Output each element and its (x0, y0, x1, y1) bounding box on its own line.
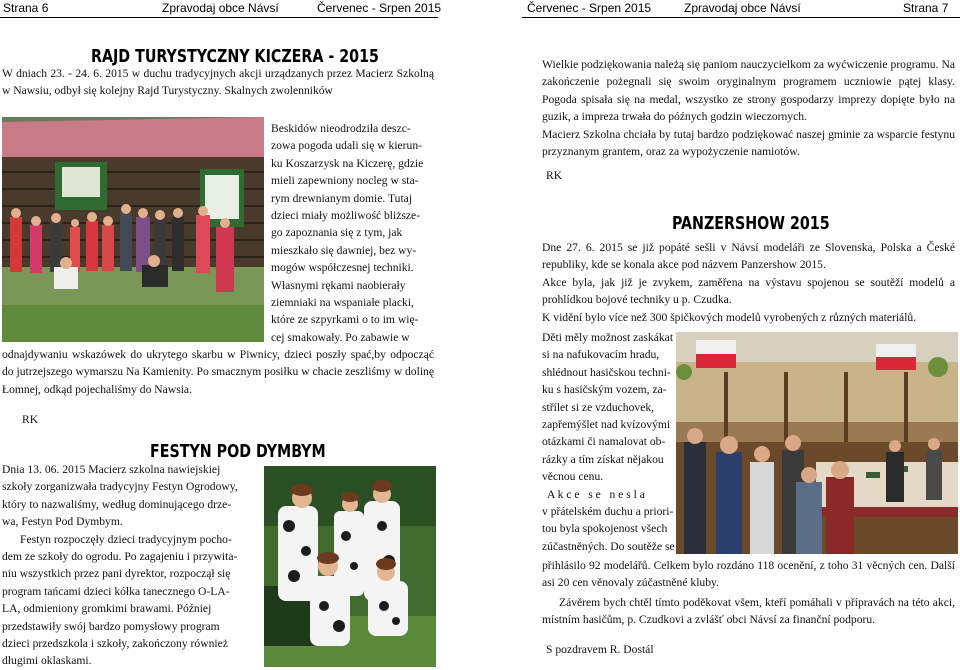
rajd-wrap-line: dzieci miały możliwość bliższe- (271, 209, 421, 222)
panzer-wrap-line: zúčastněných. Do soutěže se (542, 539, 675, 553)
right-header-rule (522, 17, 960, 18)
rajd-wrap-line: Beskidów nieodrodziła deszc- (271, 122, 411, 135)
rajd-wrap-line: go zapoznania się z tym, jak (271, 226, 403, 240)
right-newsletter-title: Zpravodaj obce Návsí (684, 1, 801, 15)
festyn-line: wa, Festyn Pod Dymbym. (2, 515, 123, 529)
panzer-wrap-line: v přátelském duchu a priori- (542, 505, 674, 518)
rajd-signature: RK (22, 413, 39, 426)
thanks-signature: RK (546, 169, 563, 182)
festyn-line: LA, odmieniony gromkimi brawami. Później (2, 602, 212, 616)
hiking-group-photo-graphic (2, 117, 264, 342)
festival-children-photo (264, 466, 436, 667)
rajd-wrap-line: Własnymi rękami naobierały (271, 278, 406, 292)
left-header-rule (0, 17, 438, 18)
rajd-wrap-line: cej smakowały. Po zabawie w (271, 330, 410, 344)
festyn-line: szkoły zorganizwała tradycyjny Festyn Ogrodowy, (2, 480, 238, 494)
rajd-wrap-line: mieszkało się dawniej, bez wy- (271, 243, 417, 257)
hiking-group-photo (2, 117, 264, 342)
festyn-line: przedstawiły swój bardzo pomysłowy program (2, 619, 220, 633)
panzer-wrap-line: střílet si ze vzduchovek, (542, 400, 655, 414)
festyn-line: dzieci przedszkola i szkoły, zakończony również (2, 637, 228, 650)
rajd-wrap-line: ziemniaki na wspaniałe placki, (271, 296, 414, 309)
festyn-line: niu wszystkich przez pani dyrektor, rozpoczął się (2, 567, 231, 581)
rajd-body-rest: odnajdywaniu wskazówek do ukrytego skarbu w Piwnicy, dzieci poszły spać,by odpocząć do jutrzejszego wymarszu Na Kamienity. Po smacznym posiłku w chacie zeszliśmy w dolinę Łomnej, odkąd pojechaliśmy do Nawsia. (2, 348, 434, 396)
rajd-wrap-line: ku Koszarzysk na Kiczerę, gdzie (271, 156, 424, 170)
panzer-title: PANZERSHOW 2015 (672, 213, 830, 234)
right-page-number: Strana 7 (903, 1, 949, 15)
festyn-line: program tańcami dzieci kółka tanecznego O-LA- (2, 584, 230, 598)
rajd-wrap-line: mogów współczesnej techniki. (271, 261, 414, 275)
panzer-wrap-line: otázkami či namalovat ob- (542, 435, 666, 449)
panzer-wrap-line: si na nafukovacím hradu, (542, 348, 660, 362)
panzer-wrap-line: Děti měly možnost zaskákat (542, 331, 674, 344)
panzer-wrap-line: shlédnout hasičskou techni- (542, 365, 671, 379)
panzershow-exhibition-photo-graphic (676, 332, 958, 554)
panzer-wrap-line: A k c e s e n e s l a (547, 487, 645, 501)
rajd-wrap-line: mieli zapewniony nocleg w sta- (271, 174, 419, 188)
festyn-thanks: Wielkie podziękowania należą się paniom nauczycielkom za wyćwiczenie programu. Na zakończenie pożegnali się swoim oryginalnym programem uczniowie pątej klasy. Pogoda spisała się na medal, wszystko ze strony gospodarzy imprezy dopięte było na guzik, a impreza trwała do późnych godzin wieczornych. Macierz Szkolna chciała by tutaj bardzo podziękować naszej gminie za wsparcie festynu przyznanym grantem, oraz za wypożyczenie namiotów. (542, 58, 955, 159)
left-issue-date: Červenec - Srpen 2015 (317, 1, 442, 15)
festyn-line: Dnia 13. 06. 2015 Macierz szkolna nawiejskiej (2, 463, 221, 476)
rajd-wrap-line: zowa pogoda udali się w kierun- (271, 139, 422, 153)
panzershow-exhibition-photo (676, 332, 958, 554)
panzer-signature: S pozdravem R. Dostál (546, 643, 654, 656)
panzer-wrap-line: tou byla spokojenost všech (542, 522, 668, 536)
rajd-wrap-line: które ze szpyrkami o to im wię- (271, 313, 419, 327)
rajd-intro: W dniach 23. - 24. 6. 2015 w duchu tradycyjnych akcji urządzanych przez Macierz Szkolną w Nawsiu, odbył się kolejny Rajd Turystyczny. Skalnych zwolenników (2, 67, 434, 98)
panzer-intro: Dne 27. 6. 2015 se již popáté sešli v Návsí modeláři ze Slovenska, Polska a České republiky, kde se konala akce pod názvem Panzershow 2015. Akce byla, jak již je zvykem, zaměřena na výstavu spojenou se soutěží modelů a prohlídkou bojové techniky u p. Czudka. K vidění bylo více než 300 špičkových modelů vyrobených z různých materiálů. (542, 241, 955, 324)
rajd-title: RAJD TURYSTYCZNY KICZERA - 2015 (91, 46, 379, 67)
festyn-line: dem ze szkoły do ogrodu. Po zagajeniu i przywita- (2, 550, 238, 563)
right-page-header (520, 0, 960, 18)
festyn-title: FESTYN POD DYMBYM (150, 441, 326, 462)
festival-children-photo-graphic (264, 466, 436, 667)
festyn-line: Festyn rozpoczęły dzieci tradycyjnym pocho- (20, 532, 232, 546)
panzer-wrap-line: ku s hasičským vozem, za- (542, 383, 667, 397)
left-page-header (0, 0, 440, 18)
festyn-line: długimi oklaskami. (2, 654, 92, 668)
festyn-line: który to nazwaliśmy, według dominującego drze- (2, 497, 232, 511)
right-issue-date: Červenec - Srpen 2015 (527, 1, 652, 15)
panzer-wrap-line: rázky a tím získat nějakou (542, 452, 664, 466)
rajd-wrap-line: rym drewnianym domie. Tutaj (271, 191, 413, 205)
panzer-wrap-line: věcnou cenu. (542, 470, 604, 484)
panzer-wrap-line: zapřemýšlet nad kvízovými (542, 418, 671, 431)
left-newsletter-title: Zpravodaj obce Návsí (162, 1, 279, 15)
panzer-results: přihlásilo 92 modelářů. Celkem bylo rozdáno 118 ocenění, z toho 31 věcných cen. Další asi 20 cen věnovaly zúčastněné kluby. Závěrem bych chtěl tímto poděkovat všem, kteří pomáhali v přípravách na této akci, místním hasičům, p. Czudkovi a zvlášť obci Návsí za finanční podporu. (542, 559, 955, 627)
left-page-number: Strana 6 (3, 1, 49, 15)
